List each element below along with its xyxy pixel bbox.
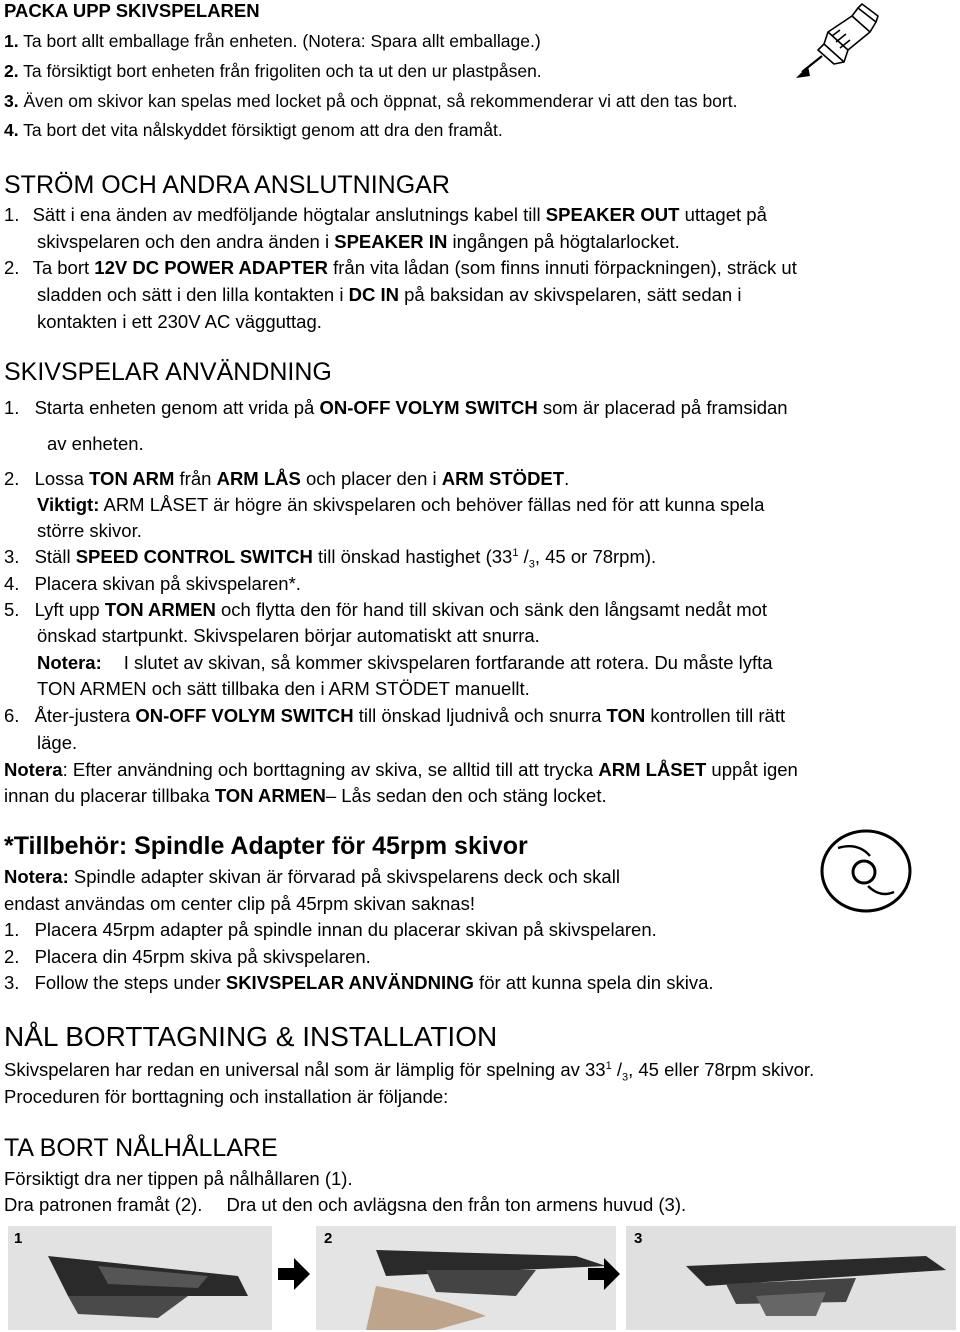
tone-arm-label: TON ARMEN (104, 599, 216, 620)
usage-item-5-line-4: TON ARMEN och sätt tillbaka den i ARM STÖDET manuellt. (37, 678, 530, 699)
text: Lossa (34, 468, 90, 489)
item-number: 3. (4, 546, 20, 567)
step-1-photo (8, 1226, 272, 1330)
arm-lock-label: ARM LÅS (216, 468, 301, 489)
stylus-guard-illustration (788, 2, 880, 84)
text: , 45 or 78rpm). (534, 546, 657, 567)
remove-heading: TA BORT NÅLHÅLLARE (4, 1134, 278, 1162)
tone-arm-label: TON ARM (89, 468, 175, 489)
power-item-2-line-1 (4, 257, 797, 279)
needle-heading: NÅL BORTTAGNING & INSTALLATION (4, 1021, 498, 1052)
usage-note-line-1 (4, 759, 798, 781)
text: Dra patronen framåt (2). (4, 1194, 203, 1215)
power-item-2-line-2 (37, 284, 741, 306)
text: Skivspelaren har redan en universal nål som är lämplig för spelning av 33 (4, 1059, 606, 1080)
usage-note-line-2 (4, 785, 607, 807)
accessory-note-line-2: endast användas om center clip på 45rpm skivan saknas! (4, 893, 475, 914)
usage-reference: SKIVSPELAR ANVÄNDNING (225, 972, 474, 993)
fraction-denominator: 3 (621, 1071, 629, 1084)
text: – Lås sedan den och stäng locket. (325, 785, 607, 806)
right-arrow-icon (586, 1254, 622, 1294)
item-number: 4. (4, 573, 20, 594)
item-number: 1. (4, 397, 20, 418)
step-number: 3. (4, 91, 19, 111)
usage-item-6-line-1 (4, 705, 785, 727)
step-3-photo (626, 1226, 956, 1330)
remove-line-1: Försiktigt dra ner tippen på nålhållaren (1). (4, 1168, 353, 1189)
text: I slutet av skivan, så kommer skivspelaren fortfarande att rotera. Du måste lyfta (123, 652, 773, 673)
on-off-switch-label: ON-OFF VOLYM SWITCH (319, 397, 538, 418)
text: Placera din 45rpm skiva på skivspelaren. (34, 946, 371, 967)
text: till önskad hastighet (33 (312, 546, 513, 567)
text: Follow the steps under (34, 972, 226, 993)
text: på baksidan av skivspelaren, sätt sedan i (398, 284, 742, 305)
step-text: Ta bort allt emballage från enheten. (Notera: Spara allt emballage.) (23, 31, 541, 51)
usage-item-5-line-3 (37, 652, 773, 674)
accessory-item-1 (4, 919, 657, 941)
usage-item-1-line-2: av enheten. (47, 433, 144, 454)
text: från (174, 468, 217, 489)
text: Dra ut den och avlägsna den från ton armens huvud (3). (226, 1194, 687, 1215)
spindle-adapter-icon (818, 826, 914, 916)
text: kontrollen till rätt (645, 705, 786, 726)
text: , 45 eller 78rpm skivor. (628, 1059, 815, 1080)
item-number: 2. (4, 257, 20, 278)
fraction-numerator: 1 (605, 1059, 612, 1072)
text: ingången på högtalarlocket. (447, 231, 680, 252)
text: Placera 45rpm adapter på spindle innan du placerar skivan på skivspelaren. (34, 919, 657, 940)
item-number: 1. (4, 204, 20, 225)
tone-arm-label: TON ARMEN (214, 785, 326, 806)
fraction-numerator: 1 (512, 546, 519, 559)
important-label: Viktigt: (37, 494, 100, 515)
text: Spindle adapter skivan är förvarad på skivspelarens deck och skall (68, 866, 620, 887)
usage-item-2-line-1 (4, 468, 569, 490)
text: och flytta den för hand till skivan och sänk den långsamt nedåt mot (215, 599, 768, 620)
text: : Efter användning och borttagning av skiva, se alltid till att trycka (62, 759, 599, 780)
power-item-1-line-2 (37, 231, 680, 253)
note-label: Notera: (4, 866, 69, 887)
power-item-1-line-1 (4, 204, 767, 226)
text: innan du placerar tillbaka (4, 785, 215, 806)
text: Ta bort (32, 257, 95, 278)
text: Placera skivan på skivspelaren*. (34, 573, 301, 594)
accessory-note-line-1 (4, 866, 620, 888)
text: uttaget på (679, 204, 767, 225)
text: skivspelaren och den andra änden i (37, 231, 335, 252)
usage-heading: SKIVSPELAR ANVÄNDNING (4, 358, 332, 386)
usage-item-2-line-2 (37, 494, 764, 516)
step-text: Ta bort det vita nålskyddet försiktigt genom att dra den framåt. (23, 120, 503, 140)
step-number: 2. (4, 61, 19, 81)
text: som är placerad på framsidan (537, 397, 788, 418)
arm-lock-label: ARM LÅSET (598, 759, 707, 780)
unpack-heading: PACKA UPP SKIVSPELAREN (4, 0, 260, 21)
text: Starta enheten genom att vrida på (34, 397, 320, 418)
item-number: 6. (4, 705, 20, 726)
item-number: 2. (4, 468, 20, 489)
accessory-item-3 (4, 972, 714, 994)
usage-item-1-line-1 (4, 397, 788, 419)
fraction-slash: / (611, 1059, 622, 1080)
text: . (564, 468, 570, 489)
usage-item-5-line-2: önskad startpunkt. Skivspelaren börjar automatiskt att snurra. (37, 625, 540, 646)
note-label: Notera (4, 759, 63, 780)
step-text: Även om skivor kan spelas med locket på och öppnat, så rekommenderar vi att den tas bort. (23, 91, 738, 111)
dc-in-label: DC IN (348, 284, 399, 305)
power-item-2-line-3: kontakten i ett 230V AC vägguttag. (37, 311, 322, 332)
text: Sätt i ena änden av medföljande högtalar anslutnings kabel till (32, 204, 546, 225)
needle-paragraph-line-2: Proceduren för borttagning och installation är följande: (4, 1086, 449, 1107)
speaker-in-label: SPEAKER IN (334, 231, 448, 252)
accessory-item-2 (4, 946, 371, 968)
speaker-out-label: SPEAKER OUT (545, 204, 680, 225)
step-text: Ta försiktigt bort enheten från frigoliten och ta ut den ur plastpåsen. (23, 61, 542, 81)
text: till önskad ljudnivå och snurra (353, 705, 607, 726)
text: Ställ (34, 546, 76, 567)
item-number: 3. (4, 972, 20, 993)
fraction-slash: / (518, 546, 529, 567)
step-3-label: 3 (634, 1230, 643, 1247)
item-number: 2. (4, 946, 20, 967)
text: Åter-justera (34, 705, 136, 726)
usage-item-5-line-1 (4, 599, 767, 621)
text: från vita lådan (som finns innuti förpackningen), sträck ut (327, 257, 797, 278)
arm-rest-label: ARM STÖDET (441, 468, 565, 489)
usage-item-2-line-3: större skivor. (37, 520, 142, 541)
accessory-heading: *Tillbehör: Spindle Adapter för 45rpm skivor (4, 832, 528, 860)
right-arrow-icon (276, 1254, 312, 1294)
unpack-step-3 (4, 90, 737, 112)
unpack-step-4 (4, 119, 503, 141)
text: Lyft upp (34, 599, 105, 620)
note-label: Notera: (37, 652, 102, 673)
usage-item-6-line-2: läge. (37, 732, 78, 753)
text: och placer den i (300, 468, 442, 489)
tone-label: TON (606, 705, 646, 726)
item-number: 5. (4, 599, 20, 620)
fraction-denominator: 3 (528, 558, 535, 571)
text: uppåt igen (706, 759, 798, 780)
step-2-photo (316, 1226, 616, 1330)
usage-item-3 (4, 546, 657, 571)
needle-paragraph-line-1 (4, 1059, 815, 1084)
step-1-label: 1 (14, 1230, 23, 1247)
power-heading: STRÖM OCH ANDRA ANSLUTNINGAR (4, 171, 450, 199)
unpack-step-2 (4, 60, 542, 82)
usage-item-4 (4, 573, 301, 595)
on-off-switch-label: ON-OFF VOLYM SWITCH (135, 705, 354, 726)
speed-switch-label: SPEED CONTROL SWITCH (75, 546, 313, 567)
remove-line-2 (4, 1194, 686, 1216)
text: för att kunna spela din skiva. (473, 972, 714, 993)
text: ARM LÅSET är högre än skivspelaren och behöver fällas ned för att kunna spela (99, 494, 765, 515)
unpack-step-1 (4, 30, 541, 52)
power-adapter-label: 12V DC POWER ADAPTER (94, 257, 328, 278)
step-number: 4. (4, 120, 19, 140)
step-number: 1. (4, 31, 19, 51)
step-2-label: 2 (324, 1230, 333, 1247)
text: sladden och sätt i den lilla kontakten i (37, 284, 349, 305)
item-number: 1. (4, 919, 20, 940)
